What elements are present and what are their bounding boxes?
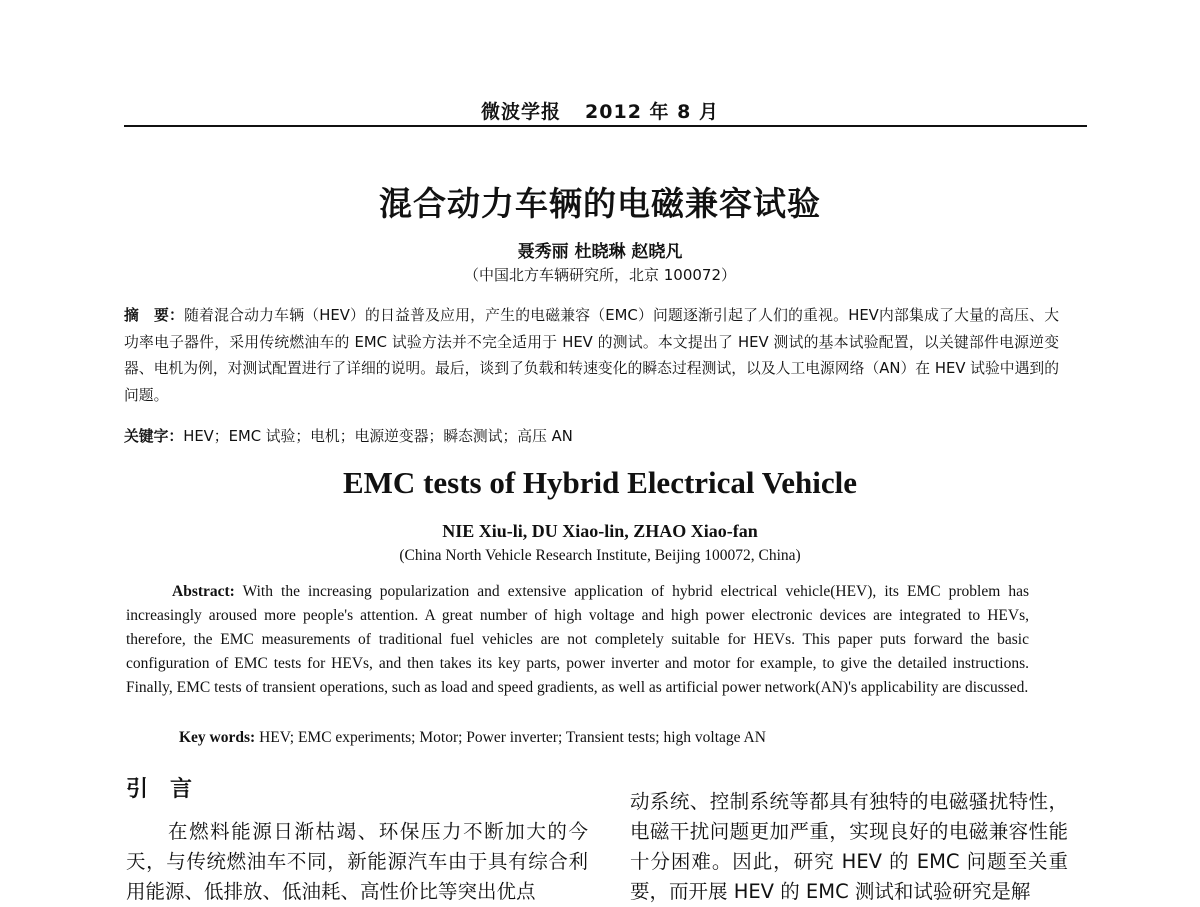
abstract-cn-text: 随着混合动力车辆（HEV）的日益普及应用，产生的电磁兼容（EMC）问题逐渐引起了人们的重视。HEV内部集成了大量的高压、大功率电子器件，采用传统燃油车的 EMC 试验方法并不完全适用于 HEV 的测试。本文提出了 HEV 测试的基本试验配置，以关键部件电源逆变器、电机为例，对测试配置进行了详细的说明。最后，谈到了负载和转速变化的瞬态过程测试，以及人工电源网络（AN）在 HEV 试验中遇到的问题。 bbox=[124, 307, 1059, 404]
body-paragraph: 在燃料能源日渐枯竭、环保压力不断加大的今天，与传统燃油车不同，新能源汽车由于具有综合利用能源、低排放、低油耗、高性价比等突出优点 bbox=[126, 820, 588, 903]
keywords-cn-text: HEV；EMC 试验；电机；电源逆变器；瞬态测试；高压 AN bbox=[183, 428, 573, 445]
section-heading bbox=[126, 772, 192, 803]
abstract-en bbox=[126, 580, 1029, 700]
affiliation-cn: （中国北方车辆研究所，北京 100072） bbox=[463, 266, 737, 284]
body-column-right bbox=[630, 787, 1068, 907]
running-header bbox=[0, 97, 1200, 124]
affiliation-en: (China North Vehicle Research Institute, Beijing 100072, China) bbox=[399, 547, 801, 564]
journal-name: 微波学报 bbox=[481, 101, 562, 123]
abstract-en-label: Abstract: bbox=[172, 583, 235, 600]
keywords-en-label: Key words: bbox=[179, 729, 256, 746]
paper-title-en: EMC tests of Hybrid Electrical Vehicle bbox=[343, 465, 857, 500]
issue-date: 2012 年 8 月 bbox=[585, 101, 719, 123]
keywords-cn-label: 关键字： bbox=[124, 428, 184, 445]
section-heading-part2: 言 bbox=[170, 777, 193, 802]
keywords-en-text: HEV; EMC experiments; Motor; Power inverter; Transient tests; high voltage AN bbox=[259, 729, 766, 746]
keywords-cn bbox=[124, 425, 1059, 446]
section-heading-part1: 引 bbox=[126, 777, 149, 802]
body-paragraph: 动系统、控制系统等都具有独特的电磁骚扰特性，电磁干扰问题更加严重，实现良好的电磁兼容性能十分困难。因此，研究 HEV 的 EMC 问题至关重要，而开展 HEV 的 EMC 测试和试验研究是解 bbox=[630, 790, 1068, 903]
abstract-cn-label: 摘 要： bbox=[124, 307, 185, 324]
abstract-en-text: With the increasing popularization and extensive application of hybrid electrical vehicle(HEV), its EMC problem has increasingly aroused more people's attention. A great number of high voltage and high power electronic devices are integrated to HEVs, therefore, the EMC measurements of traditional fuel vehicles are not completely suitable for HEVs. This paper puts forward the basic configuration of EMC tests for HEVs, and then takes its key parts, power inverter and motor for example, to give the detailed instructions. Finally, EMC tests of transient operations, such as load and speed gradients, as well as artificial power network(AN)'s applicability are discussed. bbox=[126, 583, 1029, 696]
header-rule bbox=[124, 125, 1087, 127]
authors-en: NIE Xiu-li, DU Xiao-lin, ZHAO Xiao-fan bbox=[442, 521, 758, 541]
abstract-cn bbox=[124, 303, 1059, 409]
authors-cn: 聂秀丽 杜晓琳 赵晓凡 bbox=[517, 242, 683, 262]
paper-title-cn: 混合动力车辆的电磁兼容试验 bbox=[379, 184, 821, 223]
keywords-en bbox=[179, 729, 1039, 747]
